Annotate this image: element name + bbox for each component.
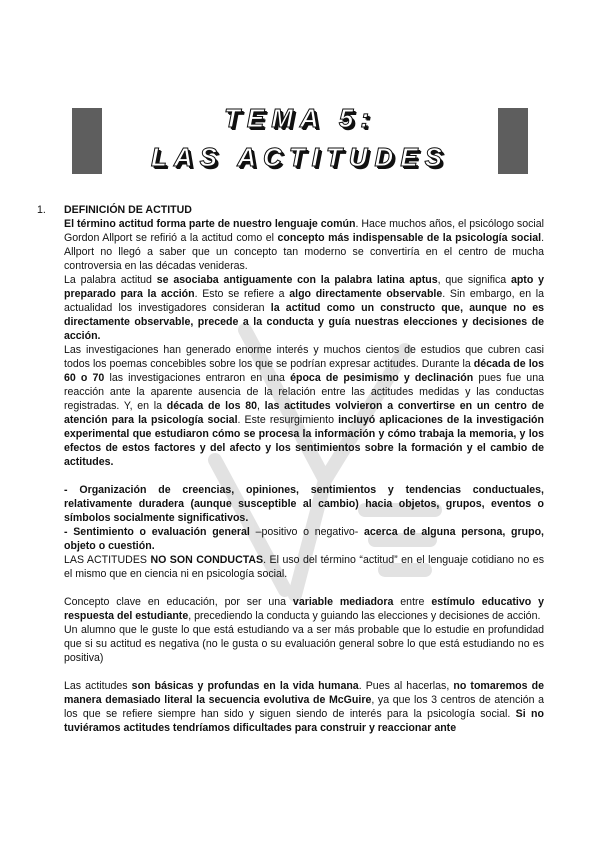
text-run: , ya que los 3 centros de atención a los que se refiere siempre han sido y siguen siendo de interés para la psicología social.: [64, 694, 544, 720]
paragraph-education: [64, 595, 544, 623]
bold-text-run: apto y preparado para la acción: [64, 274, 544, 300]
title-line-1: TEMA 5:: [223, 103, 377, 133]
definition-item: [64, 483, 544, 525]
paragraph-intro: [64, 217, 544, 273]
right-decorative-bar: [498, 108, 528, 174]
bold-text-run: década de los 60 o 70: [64, 358, 544, 384]
bold-text-run: acerca de alguna persona, grupo, objeto o cuestión.: [64, 526, 545, 552]
text-run: pues fue una reacción ante la aparente ausencia de la relación entre las actitudes medidas y las conductas registradas. Y, en la: [64, 372, 544, 412]
text-run: , precediendo la conducta y guiando las elecciones y decisiones de acción.: [188, 610, 541, 622]
text-run: . El uso del término “actitud” en el lenguaje cotidiano no es el mismo que en ciencia ni en psicología social.: [64, 554, 544, 580]
text-run: , que significa: [437, 274, 511, 286]
paragraph-etymology: [64, 273, 544, 343]
bold-text-run: incluyó aplicaciones de la investigación experimental que estudiaron cómo se procesa la información y cómo trabaja la memoria, y los efectos de estos factores y del afecto y los sentimientos sobre la formación y el cambio de actitudes.: [64, 414, 544, 468]
section-heading: [37, 203, 544, 217]
paragraph-student-example: [64, 623, 544, 665]
bold-text-run: se asociaba antiguamente con la palabra latina aptus: [156, 274, 438, 286]
definition-item: [64, 525, 544, 553]
bold-text-run: la actitud como un constructo que, aunque no es directamente observable, precede a la conducta y guía nuestras elecciones y decisiones de acción.: [64, 302, 544, 342]
text-run: ,: [256, 400, 265, 412]
bold-text-run: no tomaremos de manera demasiado literal la secuencia evolutiva de McGuire: [64, 680, 544, 706]
text-run: Un alumno que le guste lo que está estudiando va a ser más probable que lo estudie en profundidad que si su actitud es negativa (no le gusta o su evaluación general sobre lo que está estudiando no es positiva): [64, 624, 544, 664]
text-run: las investigaciones entraron en una: [104, 372, 291, 384]
section-number: 1.: [37, 204, 46, 216]
paragraph-not-behaviors: [64, 553, 544, 581]
text-run: La palabra actitud: [64, 274, 157, 286]
text-run: . Pues al hacerlas,: [358, 680, 454, 692]
paragraph-mcguire: [64, 679, 544, 735]
title-line-2: LAS ACTITUDES: [150, 142, 450, 172]
bold-text-run: década de los 80: [166, 400, 257, 412]
text-run: Las investigaciones han generado enorme interés y muchos cientos de estudios que cubren casi todos los poemas concebibles sobre los que se podrían expresar actitudes. Durante la: [64, 344, 544, 370]
text-run: . Allport no llegó a saber que un concepto tan moderno se convertiría en el centro de mucha controversia en las décadas venideras.: [64, 232, 545, 272]
bold-text-run: estímulo educativo y respuesta del estudiante: [64, 596, 544, 622]
bold-text-run: época de pesimismo y declinación: [290, 372, 474, 384]
bold-text-run: NO SON CONDUCTAS: [150, 554, 264, 566]
bold-text-run: las actitudes volvieron a convertirse en un centro de atención para la psicología social: [64, 400, 544, 426]
text-run: . Sin embargo, en la actualidad los investigadores consideran: [64, 288, 545, 314]
bold-text-run: - Organización de creencias, opiniones, sentimientos y tendencias conductuales, relativamente duradera (aunque susceptible al cambio) hacia objetos, grupos, eventos o símbolos socialmente significativos.: [64, 484, 544, 524]
text-run: entre: [393, 596, 432, 608]
spacer: [64, 469, 544, 483]
bold-text-run: concepto más indispensable de la psicología social: [277, 232, 542, 244]
document-body: [37, 203, 545, 735]
bold-text-run: - Sentimiento o evaluación general: [64, 526, 250, 538]
text-run: Concepto clave en educación, por ser una: [64, 596, 293, 608]
paragraph-history: [64, 343, 544, 469]
bold-text-run: son básicas y profundas en la vida humana: [131, 680, 359, 692]
spacer: [64, 581, 544, 595]
bold-text-run: algo directamente observable: [289, 288, 443, 300]
text-run: . Esto se refiere a: [194, 288, 290, 300]
bold-text-run: El término actitud forma parte de nuestro lenguaje común: [64, 218, 356, 230]
text-run: . Este resurgimiento: [237, 414, 339, 426]
text-run: Las actitudes: [64, 680, 132, 692]
spacer: [64, 665, 544, 679]
bold-text-run: variable mediadora: [292, 596, 394, 608]
text-run: LAS ACTITUDES: [64, 554, 151, 566]
text-run: –positivo o negativo-: [249, 526, 364, 538]
bold-text-run: Si no tuviéramos actitudes tendríamos dificultades para construir y reaccionar ante: [64, 708, 544, 734]
text-run: . Hace muchos años, el psicólogo social Gordon Allport se refirió a la actitud como el: [64, 218, 544, 244]
section-title: DEFINICIÓN DE ACTITUD: [64, 204, 192, 216]
left-decorative-bar: [72, 108, 102, 174]
